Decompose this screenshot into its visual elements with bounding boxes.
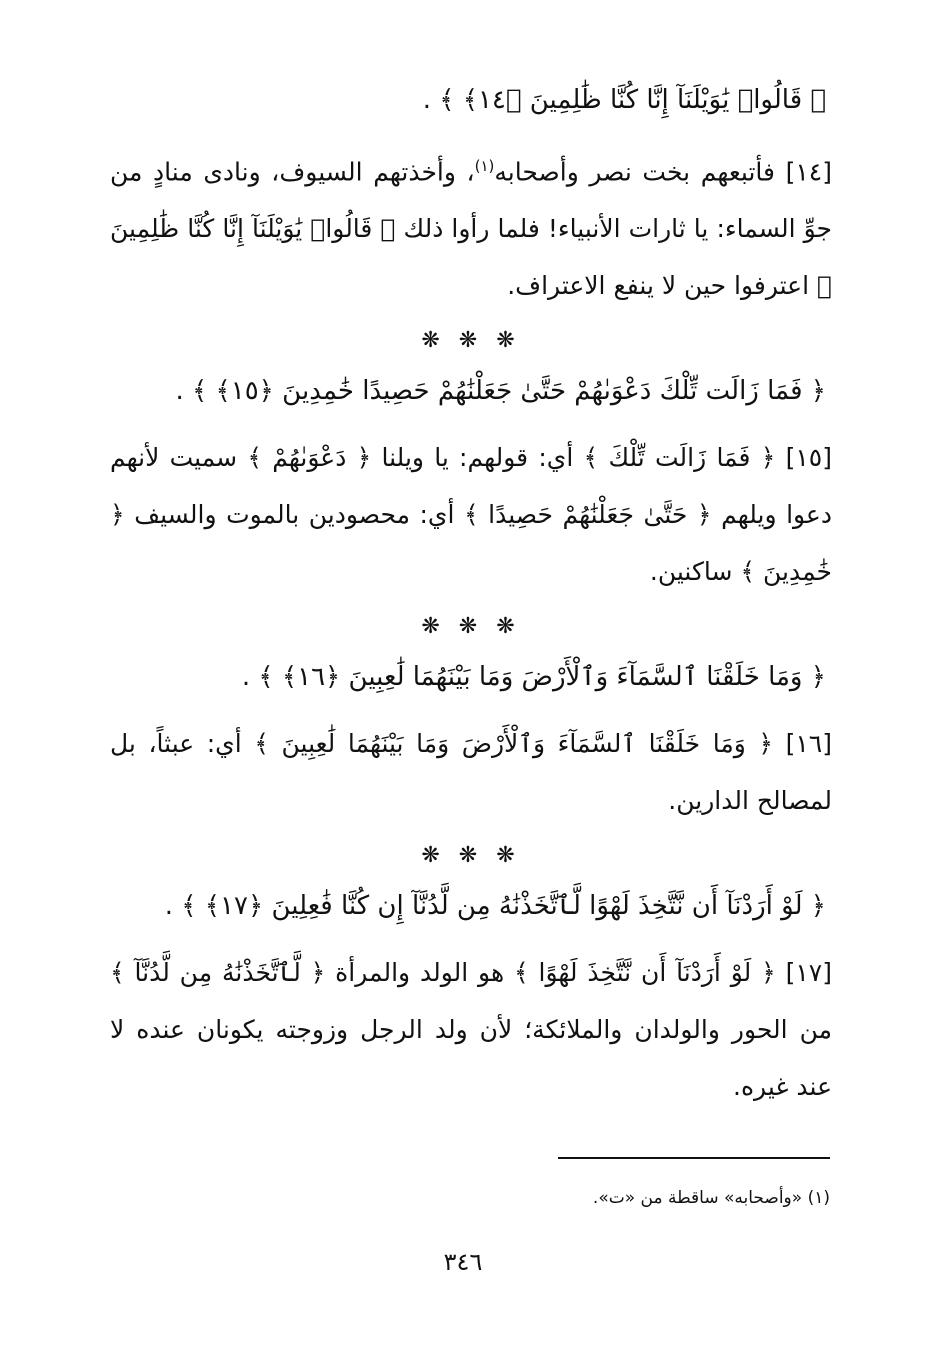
footnote-divider xyxy=(558,1157,830,1159)
verse-17: ﴿ لَوْ أَرَدْنَآ أَن نَّتَّخِذَ لَهْوًا لَّٱتَّخَذْنَٰهُ مِن لَّدُنَّآ إِن كُنَّا فَٰعِلِينَ ﴿١٧﴾ ﴾ . xyxy=(164,891,826,922)
commentary-15: [١٥] ﴿ فَمَا زَالَت تِّلْكَ ﴾ أي: قولهم: يا ويلنا ﴿ دَعْوَىٰهُمْ ﴾ سميت لأنهم دعوا ويلهم ﴿ حَتَّىٰ جَعَلْنَٰهُمْ حَصِيدًا ﴾ أي: محصودين بالموت والسيف ﴿ خَٰمِدِينَ ﴾ ساكنين. xyxy=(110,443,832,587)
page-body xyxy=(110,70,832,1115)
verse-14: ﴿ قَالُوا۟ يَٰوَيْلَنَآ إِنَّا كُنَّا ظَٰلِمِينَ ﴿١٤﴾ ﴾ . xyxy=(422,85,826,115)
page-number: ٣٤٦ xyxy=(443,1248,483,1276)
section-separator: ❋ ❋ ❋ xyxy=(421,843,521,869)
footnote-marker: (١) xyxy=(474,157,495,175)
section-separator: ❋ ❋ ❋ xyxy=(421,328,521,354)
footnote: (١) «وأصحابه» ساقطة من «ت». xyxy=(592,1188,830,1208)
commentary-16: [١٦] ﴿ وَمَا خَلَقْنَا ٱلسَّمَآءَ وَٱلْأَرْضَ وَمَا بَيْنَهُمَا لَٰعِبِينَ ﴾ أي: عبثاً، بل لمصالح الدارين. xyxy=(110,729,832,816)
commentary-14 xyxy=(110,138,832,314)
verse-16: ﴿ وَمَا خَلَقْنَا ٱلسَّمَآءَ وَٱلْأَرْضَ وَمَا بَيْنَهُمَا لَٰعِبِينَ ﴿١٦﴾ ﴾ . xyxy=(241,662,826,693)
commentary-14-text-b: ، وأخذتهم السيوف، ونادى منادٍ من جوِّ السماء: يا ثارات الأنبياء! فلما رأوا ذلك ﴿ قَالُوا۟ يَٰوَيْلَنَآ إِنَّا كُنَّا ظَٰلِمِينَ ﴾ اعترفوا حين لا ينفع الاعتراف. xyxy=(110,157,832,301)
verse-15: ﴿ فَمَا زَالَت تِّلْكَ دَعْوَىٰهُمْ حَتَّىٰ جَعَلْنَٰهُمْ حَصِيدًا خَٰمِدِينَ ﴿١٥﴾ ﴾ . xyxy=(175,376,826,407)
commentary-14-text-a: [١٤] فأتبعهم بخت نصر وأصحابه xyxy=(494,157,832,187)
section-separator: ❋ ❋ ❋ xyxy=(421,614,521,640)
commentary-17: [١٧] ﴿ لَوْ أَرَدْنَآ أَن نَّتَّخِذَ لَهْوًا ﴾ هو الولد والمرأة ﴿ لَّٱتَّخَذْنَٰهُ مِن لَّدُنَّآ ﴾ من الحور والولدان والملائكة؛ لأن ولد الرجل وزوجته يكونان عنده لا عند غيره. xyxy=(110,958,832,1102)
